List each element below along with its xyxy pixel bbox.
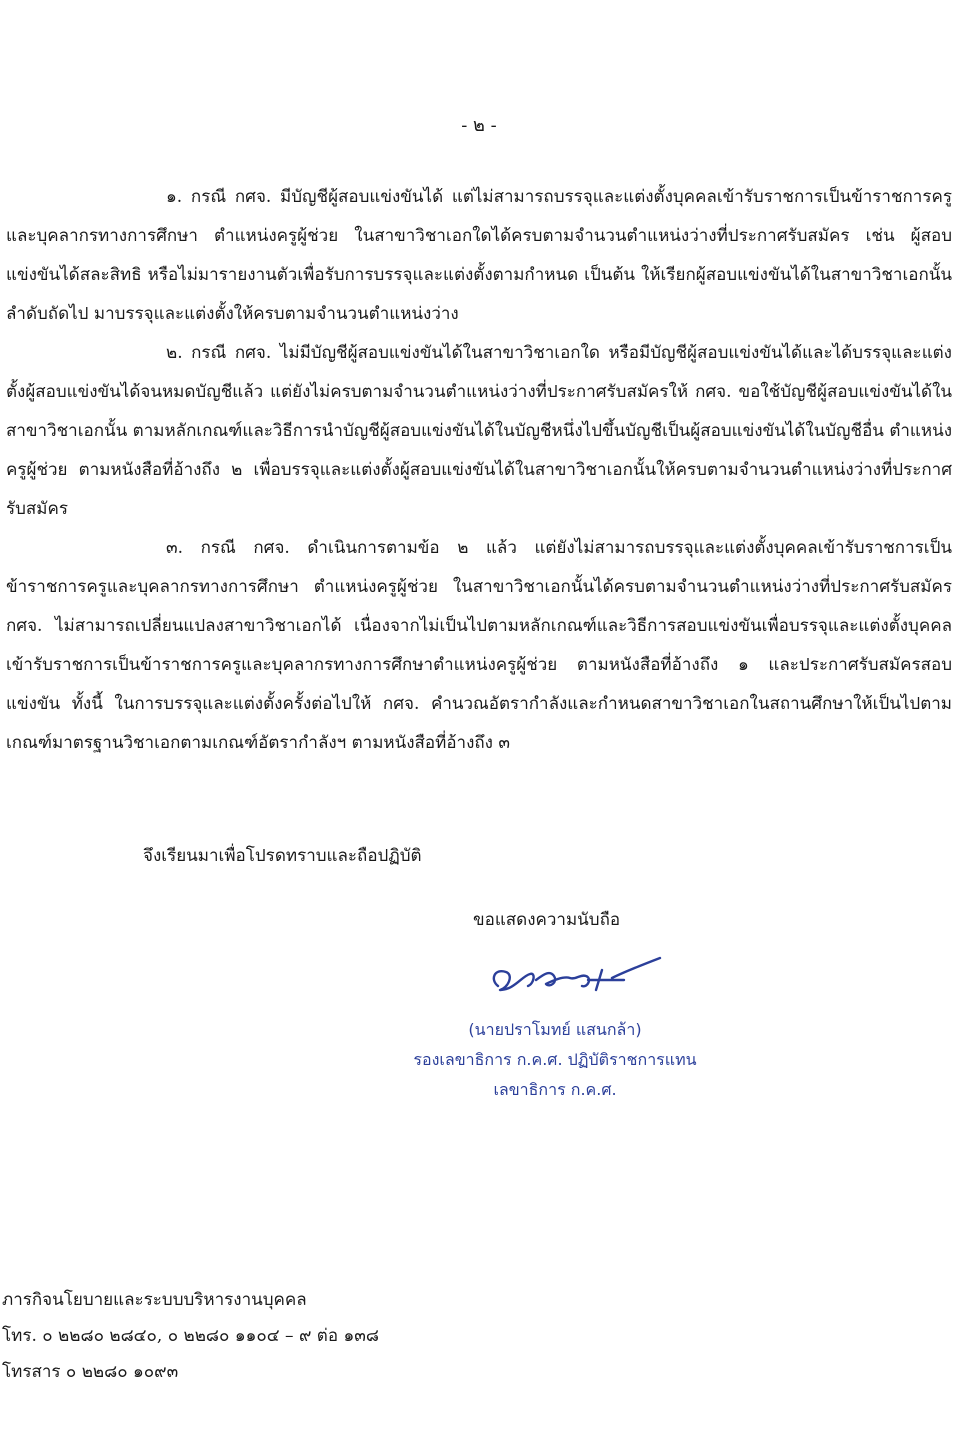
contact-footer xyxy=(2,1282,379,1390)
signer-position: รองเลขาธิการ ก.ค.ศ. ปฏิบัติราชการแทน xyxy=(413,1050,697,1069)
paragraph-2: ๒. กรณี กศจ. ไม่มีบัญชีผู้สอบแข่งขันได้ในสาขาวิชาเอกใด หรือมีบัญชีผู้สอบแข่งขันได้และได้บรรจุและแต่งตั้งผู้สอบแข่งขันได้จนหมดบัญชีแล้ว แต่ยังไม่ครบตามจำนวนตำแหน่งว่างที่ประกาศรับสมัครให้ กศจ. ขอใช้บัญชีผู้สอบแข่งขันได้ในสาขาวิชาเอกนั้น ตามหลักเกณฑ์และวิธีการนำบัญชีผู้สอบแข่งขันได้ในบัญชีหนึ่งไปขึ้นบัญชีเป็นผู้สอบแข่งขันได้ในบัญชีอื่น ตำแหน่งครูผู้ช่วย ตามหนังสือที่อ้างถึง ๒ เพื่อบรรจุและแต่งตั้งผู้สอบแข่งขันได้ในสาขาวิชาเอกนั้นให้ครบตามจำนวนตำแหน่งว่างที่ประกาศรับสมัคร xyxy=(6,343,952,519)
footer-fax: โทรสาร ๐ ๒๒๘๐ ๑๐๙๓ xyxy=(2,1362,179,1382)
signer-block xyxy=(390,1015,720,1105)
letter-body xyxy=(6,178,952,763)
closing-line: จึงเรียนมาเพื่อโปรดทราบและถือปฏิบัติ xyxy=(143,846,422,866)
paragraph-1: ๑. กรณี กศจ. มีบัญชีผู้สอบแข่งขันได้ แต่ไม่สามารถบรรจุและแต่งตั้งบุคคลเข้ารับราชการเป็นข้าราชการครูและบุคลากรทางการศึกษา ตำแหน่งครูผู้ช่วย ในสาขาวิชาเอกใดได้ครบตามจำนวนตำแหน่งว่างที่ประกาศรับสมัคร เช่น ผู้สอบแข่งขันได้สละสิทธิ หรือไม่มารายงานตัวเพื่อรับการบรรจุและแต่งตั้งตามกำหนด เป็นต้น ให้เรียกผู้สอบแข่งขันได้ในสาขาวิชาเอกนั้นลำดับถัดไป มาบรรจุและแต่งตั้งให้ครบตามจำนวนตำแหน่งว่าง xyxy=(6,187,952,324)
handwritten-signature xyxy=(484,950,664,1014)
regards-line: ขอแสดงความนับถือ xyxy=(473,910,621,930)
footer-division: ภารกิจนโยบายและระบบบริหารงานบุคคล xyxy=(2,1290,307,1310)
signer-position-line-2: เลขาธิการ ก.ค.ศ. xyxy=(493,1080,617,1099)
signer-name: (นายปราโมทย์ แสนกล้า) xyxy=(468,1020,642,1039)
page-number: - ๒ - xyxy=(461,115,497,136)
footer-phone: โทร. ๐ ๒๒๘๐ ๒๘๔๐, ๐ ๒๒๘๐ ๑๑๐๔ – ๙ ต่อ ๑๓๘ xyxy=(2,1326,379,1346)
paragraph-3: ๓. กรณี กศจ. ดำเนินการตามข้อ ๒ แล้ว แต่ยังไม่สามารถบรรจุและแต่งตั้งบุคคลเข้ารับราชการเป็นข้าราชการครูและบุคลากรทางการศึกษา ตำแหน่งครูผู้ช่วย ในสาขาวิชาเอกนั้นได้ครบตามจำนวนตำแหน่งว่างที่ประกาศรับสมัคร กศจ. ไม่สามารถเปลี่ยนแปลงสาขาวิชาเอกได้ เนื่องจากไม่เป็นไปตามหลักเกณฑ์และวิธีการสอบแข่งขันเพื่อบรรจุและแต่งตั้งบุคคลเข้ารับราชการเป็นข้าราชการครูและบุคลากรทางการศึกษาตำแหน่งครูผู้ช่วย ตามหนังสือที่อ้างถึง ๑ และประกาศรับสมัครสอบแข่งขัน ทั้งนี้ ในการบรรจุและแต่งตั้งครั้งต่อไปให้ กศจ. คำนวณอัตรากำลังและกำหนดสาขาวิชาเอกในสถานศึกษาให้เป็นไปตามเกณฑ์มาตรฐานวิชาเอกตามเกณฑ์อัตรากำลังฯ ตามหนังสือที่อ้างถึง ๓ xyxy=(6,538,952,753)
signature-scribble xyxy=(484,950,664,1010)
